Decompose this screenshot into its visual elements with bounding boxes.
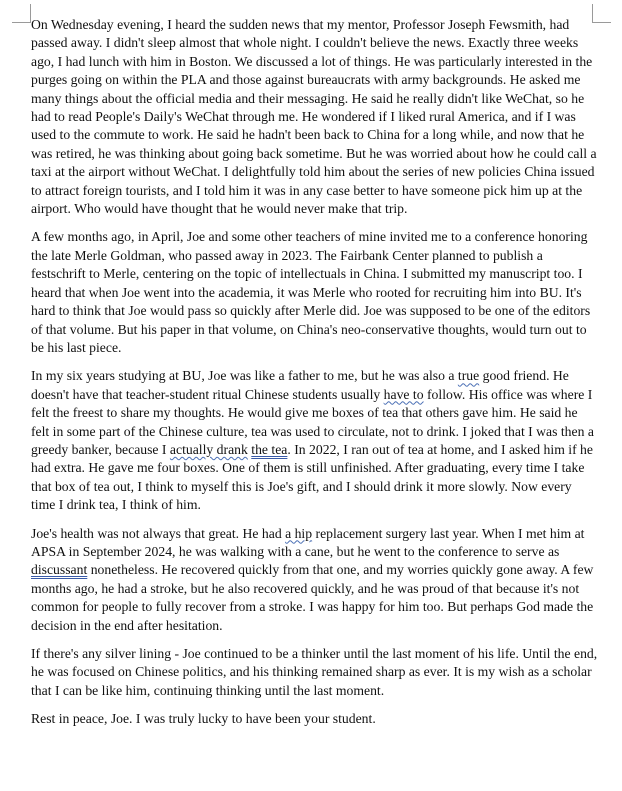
page-corner-mark-top-left bbox=[12, 4, 31, 23]
text-run: replacement surgery last year. When I met him at APSA in September 2024, he was walking with a cane, but he went to the conference to serve as bbox=[31, 525, 585, 559]
text-run: In my six years studying at BU, Joe was like a father to me, but he was also a bbox=[31, 368, 458, 384]
text-run: good friend. He doesn't have that teacher-student ritual Chinese students usually bbox=[31, 368, 569, 402]
paragraph-3 bbox=[31, 367, 599, 514]
spelling-flag[interactable]: have to bbox=[383, 386, 424, 402]
paragraph-6 bbox=[31, 710, 599, 728]
spelling-flag[interactable]: true bbox=[457, 368, 480, 384]
paragraph-5 bbox=[31, 645, 599, 700]
spelling-flag[interactable]: actually drank bbox=[169, 441, 248, 457]
document-body[interactable] bbox=[31, 16, 599, 729]
text-run: follow. His office was where I felt the freest to share my thoughts. He would give me boxes of tea that others gave him. He said he felt in some part of the Chinese culture, tea was used to circulate, not to drink. I joked that I was then a greedy banker, because I bbox=[31, 386, 594, 457]
text-run: A few months ago, in April, Joe and some other teachers of mine invited me to a conference honoring the late Merle Goldman, who passed away in 2023. The Fairbank Center planned to publish a festschrift to Merle, centering on the topic of intellectuals in China. I submitted my manuscript too. I heard that when Joe went into the academia, it was Merle who rooted for recruiting him into BU. It's hard to think that Joe would pass so quickly after Merle did. Joe was supposed to be one of the editors of that volume. But his paper in that volume, on China's neo-conservative thoughts, would turn out to be his last piece. bbox=[31, 229, 591, 355]
grammar-flag[interactable]: discussant bbox=[31, 562, 88, 578]
grammar-flag[interactable]: the tea bbox=[251, 441, 288, 457]
paragraph-4 bbox=[31, 525, 599, 635]
spelling-flag[interactable]: a hip bbox=[285, 525, 313, 541]
text-run: Joe's health was not always that great. He had bbox=[31, 525, 286, 541]
text-run: . In 2022, I ran out of tea at home, and I asked him if he had extra. He gave me four boxes. One of them is still unfinished. After graduating, every time I take that box of tea out, I think to myself this is Joe's gift, and I should drink it more slowly. Now every time I drink tea, I think of him. bbox=[31, 441, 593, 513]
paragraph-1 bbox=[31, 16, 599, 218]
paragraph-2 bbox=[31, 228, 599, 357]
text-run: If there's any silver lining - Joe continued to be a thinker until the last moment of his life. Until the end, he was focused on Chinese politics, and his thinking remained sharp as ever. It is my wish as a scholar that I can be like him, continuing thinking until the last moment. bbox=[31, 646, 598, 698]
text-run: nonetheless. He recovered quickly from that one, and my worries quickly gone away. A few months ago, he had a stroke, but he also recovered quickly, and he was proud of that because it's not common for people to fully recover from a stroke. I was happy for him too. But perhaps God made the decision in the end after hesitation. bbox=[31, 562, 594, 633]
text-run: Rest in peace, Joe. I was truly lucky to have been your student. bbox=[31, 711, 376, 727]
text-run: On Wednesday evening, I heard the sudden news that my mentor, Professor Joseph Fewsmith, had passed away. I didn't sleep almost that whole night. I couldn't believe the news. Exactly three weeks ago, I had lunch with him in Boston. We discussed a lot of things. He was particularly interested in the purges going on within the PLA and those against bureaucrats with army backgrounds. He asked me many things about the official media and their messaging. He said he really didn't like WeChat, so he had to read People's Daily's WeChat through me. He wondered if I liked rural America, and if I was used to the commute to work. He said he hadn't been back to China for a long while, and now that he was retired, he was thinking about going back sometime. But he was worried about how he could call a taxi at the airport without WeChat. I delightfully told him about the series of new policies China issued to attract foreign tourists, and I told him it was in any case better to have someone pick him up at the airport. Who would have thought that he would never make that trip. bbox=[31, 17, 597, 217]
